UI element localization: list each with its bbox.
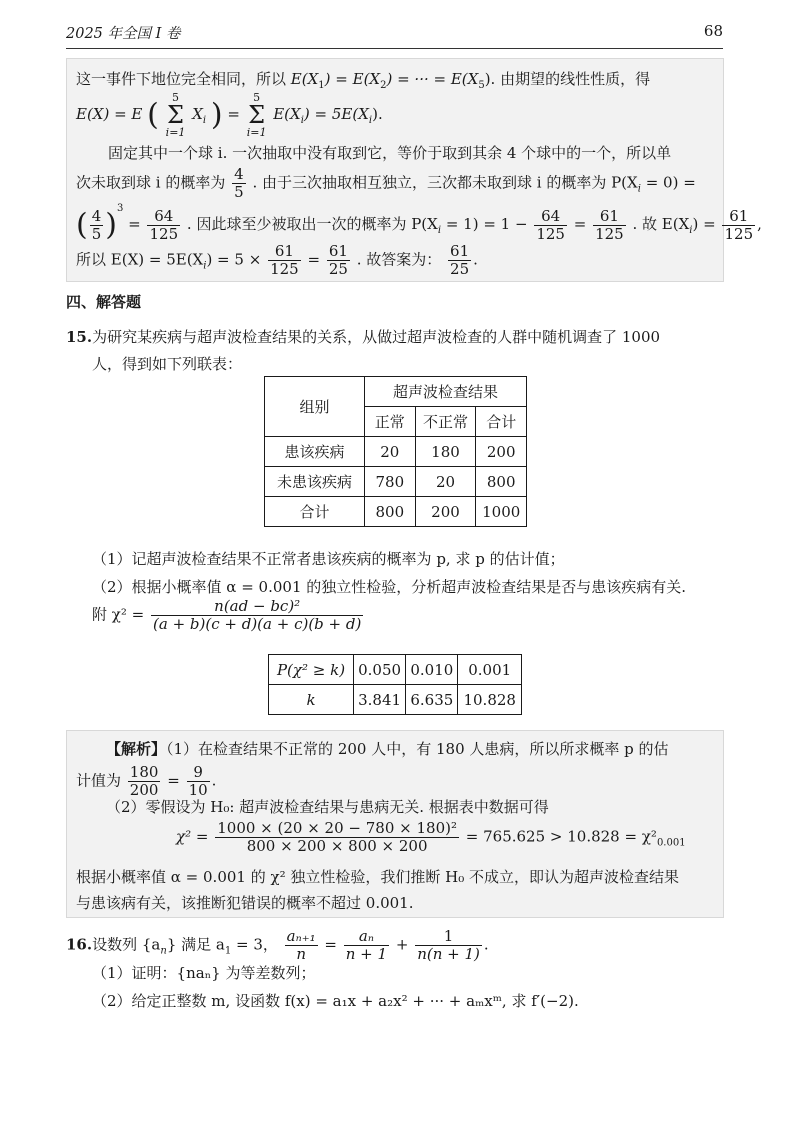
table-row — [265, 467, 527, 497]
table-row — [265, 497, 527, 527]
cell-p-label: P(χ² ≥ k) — [269, 655, 354, 685]
table-cell: 10.828 — [458, 685, 522, 715]
contingency-table — [264, 376, 527, 527]
table-cell: 3.841 — [354, 685, 406, 715]
table-cell: 800 — [365, 497, 416, 527]
sol14-line-5: ( $\frac{4}{5}$ )$^3$ = $\frac{64}{125}$ . 因此球至少被取出一次的概率为 $P(X_i = 1) = 1$ − $\frac{64}{125}$ = $\frac{61}{125}$ . 故 $E(X_i)$ = $\frac{61}{125}$ , — [76, 203, 762, 243]
table-row — [265, 437, 527, 467]
sol14-line-3: 固定其中一个球 i. 一次抽取中没有取到它，等价于取到其余 4 个球中的一个，所以单 — [108, 144, 672, 162]
cell-header-total: 合计 — [476, 407, 527, 437]
q16-part-1: （1）证明：{naₙ} 为等差数列； — [92, 964, 316, 982]
table-cell: 0.050 — [354, 655, 406, 685]
q16-stem: 16.设数列 $\{a_n\}$ 满足 $a_1 = 3$， $\frac{\text{aₙ₊₁}}{n}$ = $\frac{\text{aₙ}}{n + 1}$ + $\frac{1}{n(n + 1)}$ . — [66, 927, 489, 963]
chi-square-formula: 附 χ² = $\frac{\text{n(ad − bc)²}}{(a + b)(c + d)(a + c)(b + d)}$ — [92, 597, 362, 633]
cell-header-abnormal: 不正常 — [415, 407, 476, 437]
q15-part-1: （1）记超声波检查结果不正常者患该疾病的概率为 p, 求 p 的估计值； — [92, 550, 565, 568]
cell-header-group: 组别 — [265, 377, 365, 437]
q16-part-2: （2）给定正整数 m, 设函数 f(x) = a₁x + a₂x² + ··· + aₘxᵐ, 求 f′(−2). — [92, 992, 579, 1010]
sol15-line-2: 计值为 $\frac{180}{200}$ = $\frac{9}{10}$ . — [76, 763, 217, 799]
exam-title: 2025 年全国 I 卷 — [66, 26, 181, 42]
q15-part-2: （2）根据小概率值 α = 0.001 的独立性检验，分析超声波检查结果是否与患该疾病有关. — [92, 578, 687, 596]
table-cell: 780 — [365, 467, 416, 497]
cell-header-normal: 正常 — [365, 407, 416, 437]
sol14-line-6: 所以 $E(X) = 5E(X_i) = 5$ × $\frac{61}{125}$ = $\frac{61}{25}$ . 故答案为： $\frac{61}{25}$ . — [76, 242, 478, 278]
section-title: 四、解答题 — [66, 293, 142, 311]
sol14-line-4: 次未取到球 i 的概率为 $\frac{4}{5}$ . 由于三次抽取相互独立，三次都未取到球 i 的概率为 $P(X_i = 0)$ = — [76, 165, 696, 201]
table-cell: 0.010 — [406, 655, 458, 685]
table-cell: 20 — [415, 467, 476, 497]
sol14-line-1: 这一事件下地位完全相同，所以 $E(X_1) = E(X_2)$ = ··· = $E(X_5)$. 由期望的线性性质，得 — [76, 70, 651, 91]
chi-square-computation: χ² = $\frac{\text{1000 × (20 × 20 − 780 × 180)²}}{800 \times 200 \times 800 \times 200}$ = $765.625 > 10.828 = \chi^2_{0.001}$ — [176, 819, 686, 855]
cell-header-result: 超声波检查结果 — [365, 377, 527, 407]
cell-k-label: k — [269, 685, 354, 715]
sol15-line-4: 根据小概率值 α = 0.001 的 χ² 独立性检验，我们推断 H₀ 不成立，即认为超声波检查结果 — [76, 868, 679, 886]
q15-stem-2: 人，得到如下列联表： — [92, 355, 243, 373]
table-cell: 180 — [415, 437, 476, 467]
table-cell: 0.001 — [458, 655, 522, 685]
critical-value-table — [268, 654, 522, 715]
sol15-line-5: 与患该病有关，该推断犯错误的概率不超过 0.001. — [76, 894, 414, 912]
table-cell: 20 — [365, 437, 416, 467]
table-cell: 1000 — [476, 497, 527, 527]
row-label: 患该疾病 — [265, 437, 365, 467]
table-cell: 200 — [415, 497, 476, 527]
sol14-line-2: E(X) = E ( 5 Σ i=1 $X_i$ ) = 5 Σ i=1 $E(X_i) = 5E(X_i)$. — [76, 91, 383, 139]
page-number: 68 — [703, 22, 723, 40]
table-cell: 800 — [476, 467, 527, 497]
header-divider — [66, 48, 723, 49]
sol15-line-1: 【解析】（1）在检查结果不正常的 200 人中，有 180 人患病，所以所求概率 p 的估 — [106, 740, 669, 758]
row-label: 未患该疾病 — [265, 467, 365, 497]
q15-stem-1: 15.为研究某疾病与超声波检查结果的关系，从做过超声波检查的人群中随机调查了 1000 — [66, 328, 661, 346]
sol15-line-3: （2）零假设为 H₀: 超声波检查结果与患病无关. 根据表中数据可得 — [106, 798, 549, 816]
row-label: 合计 — [265, 497, 365, 527]
table-cell: 6.635 — [406, 685, 458, 715]
table-cell: 200 — [476, 437, 527, 467]
